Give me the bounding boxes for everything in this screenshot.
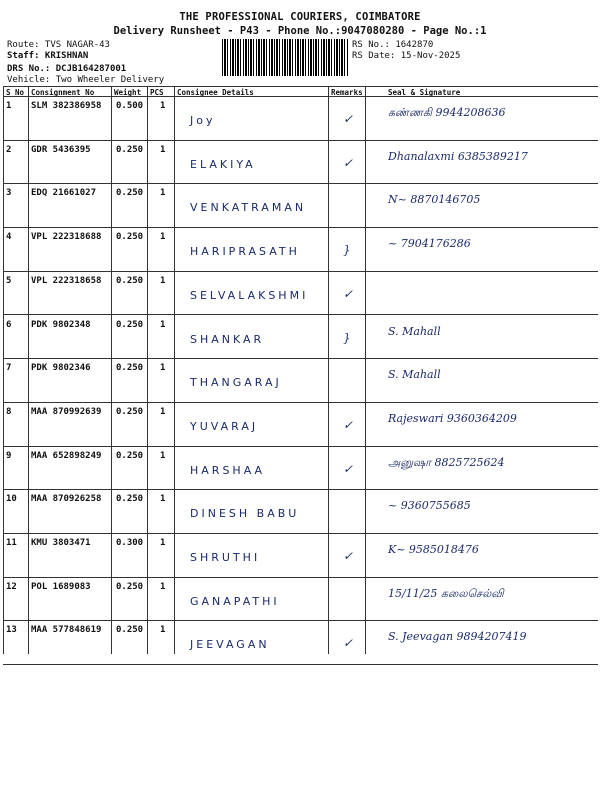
signature: ~ 7904176286 [388,237,471,251]
table-row [3,533,598,577]
consignee-name: Joy [190,114,216,127]
weight-value: 0.250 [116,363,144,374]
signature: Dhanalaxmi 6385389217 [388,149,528,163]
remark-mark: ✓ [343,155,354,170]
table-row [3,96,598,140]
row-sno: 8 [6,406,12,417]
vehicle-label: Vehicle: Two Wheeler Delivery [7,75,165,85]
weight-value: 0.250 [116,232,144,243]
consignee-name: DINESH BABU [190,507,300,521]
table-row [3,227,598,271]
pcs-value: 1 [160,363,166,374]
row-sno: 1 [6,101,12,111]
signature: K~ 9585018476 [388,543,479,556]
table-row [3,489,598,533]
table-row [3,358,598,402]
consignee-name: HARIPRASATH [190,245,300,259]
col-header-consignment: Consignment No [31,88,95,97]
signature: 15/11/25 கலைசெல்வி [388,586,504,600]
col-header-signature: Seal & Signature [388,88,461,97]
table-row [3,183,598,227]
remark-mark: ✓ [343,286,354,301]
pcs-value: 1 [160,101,166,111]
staff-label: Staff: KRISHNAN [7,51,89,61]
consignment-no: MAA 577848619 [31,625,102,636]
consignment-no: PDK 9802348 [31,319,91,330]
consignee-name: GANAPATHI [190,594,280,608]
col-header-remarks: Remarks [331,88,363,97]
pcs-value: 1 [160,450,166,461]
consignment-no: EDQ 21661027 [31,188,97,199]
remark-mark: ✓ [343,636,354,651]
consignment-no: GDR 5436395 [31,144,91,155]
pcs-value: 1 [160,319,166,330]
rs-number: RS No.: 1642870 [352,40,434,50]
signature: S. Mahall [388,324,441,338]
signature: Rajeswari 9360364209 [388,411,517,425]
runsheet-table [3,86,598,654]
weight-value: 0.300 [116,538,144,548]
consignment-no: MAA 870926258 [31,494,102,505]
weight-value: 0.250 [116,188,144,199]
consignee-name: YUVARAJ [190,419,259,433]
signature: ~ 9360755685 [388,499,471,513]
pcs-value: 1 [160,538,166,548]
consignment-no: VPL 222318658 [31,275,102,286]
row-sno: 6 [6,319,12,330]
signature: கண்ணகி 9944208636 [388,106,506,119]
route-label: Route: TVS NAGAR-43 [7,40,110,50]
consignee-name: SHRUTHI [190,551,261,564]
weight-value: 0.250 [116,581,144,592]
rs-date: RS Date: 15-Nov-2025 [352,51,461,61]
remark-mark: ✓ [343,417,354,432]
consignment-no: VPL 222318688 [31,232,102,243]
col-header-sno: S No [6,88,25,97]
consignee-name: SHANKAR [190,332,265,346]
table-row [3,271,598,315]
consignment-no: SLM 382386958 [31,101,102,111]
pcs-value: 1 [160,188,166,199]
consignee-name: HARSHAA [190,463,266,477]
row-sno: 12 [6,581,17,592]
col-header-consignee: Consignee Details [177,88,254,97]
row-sno: 7 [6,363,12,374]
signature: N~ 8870146705 [388,193,481,207]
weight-value: 0.250 [116,275,144,286]
weight-value: 0.250 [116,625,144,636]
table-row [3,620,598,664]
signature: S. Jeevagan 9894207419 [388,630,527,644]
weight-value: 0.500 [116,101,144,111]
consignee-name: VENKATRAMAN [190,201,307,215]
weight-value: 0.250 [116,144,144,155]
row-sno: 3 [6,188,12,199]
table-row-divider [3,86,598,87]
weight-value: 0.250 [116,319,144,330]
pcs-value: 1 [160,581,166,592]
pcs-value: 1 [160,625,166,636]
pcs-value: 1 [160,144,166,155]
table-row [3,402,598,446]
pcs-value: 1 [160,232,166,243]
remark-mark: } [343,330,351,345]
drs-number: DRS No.: DCJB164287001 [7,64,127,74]
row-sno: 2 [6,144,12,155]
barcode [222,39,349,76]
consignee-name: THANGARAJ [190,376,282,390]
remark-mark: ✓ [343,461,354,476]
weight-value: 0.250 [116,494,144,505]
row-sno: 11 [6,538,17,548]
consignment-no: KMU 3803471 [31,538,91,548]
consignee-name: SELVALAKSHMI [190,288,309,302]
runsheet-title: Delivery Runsheet - P43 - Phone No.:9047080280 - Page No.:1 [113,25,487,37]
consignment-no: POL 1689083 [31,581,91,592]
remark-mark: } [343,243,351,258]
signature: அனுஷா 8825725624 [388,455,505,469]
row-sno: 9 [6,450,12,461]
table-row [3,577,598,621]
weight-value: 0.250 [116,406,144,417]
row-sno: 4 [6,232,12,243]
pcs-value: 1 [160,494,166,505]
row-sno: 13 [6,625,17,636]
remark-mark: ✓ [343,549,354,563]
col-header-weight: Weight [114,88,142,97]
table-row [3,315,598,359]
pcs-value: 1 [160,275,166,286]
weight-value: 0.250 [116,450,144,461]
remark-mark: ✓ [343,112,354,126]
consignee-name: JEEVAGAN [190,638,270,652]
row-sno: 5 [6,275,12,286]
table-row [3,446,598,490]
table-row [3,140,598,184]
consignment-no: PDK 9802346 [31,363,91,374]
pcs-value: 1 [160,406,166,417]
consignment-no: MAA 870992639 [31,406,102,417]
table-row-divider [3,664,598,665]
row-sno: 10 [6,494,17,505]
company-title: THE PROFESSIONAL COURIERS, COIMBATORE [179,11,421,23]
consignee-name: ELAKIYA [190,157,256,171]
col-header-pcs: PCS [150,88,164,97]
signature: S. Mahall [388,368,441,382]
consignment-no: MAA 652898249 [31,450,102,461]
